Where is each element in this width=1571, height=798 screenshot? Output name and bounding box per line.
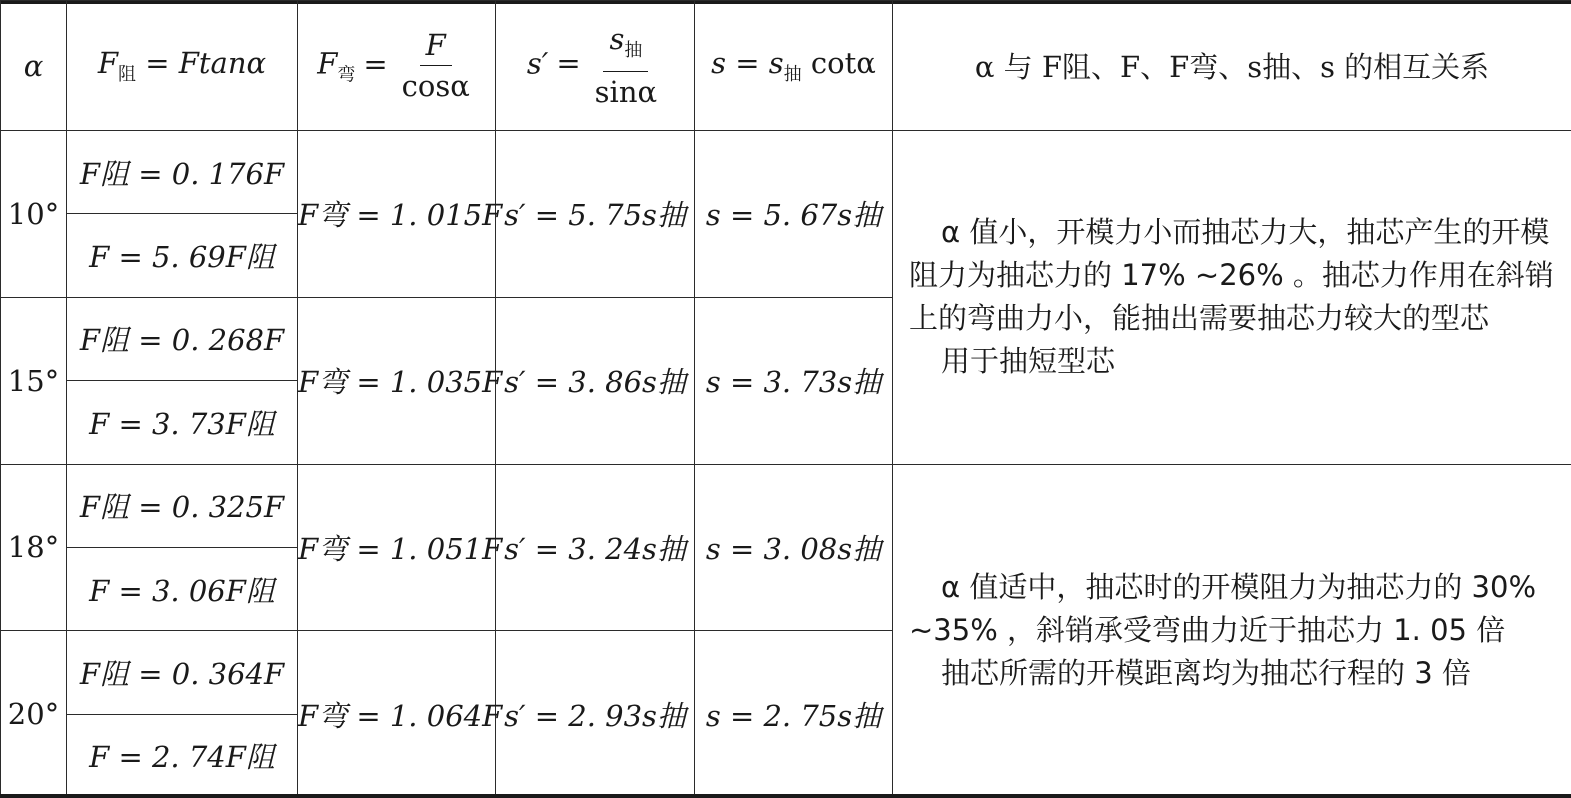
header-alpha: α: [1, 1, 67, 131]
force-cell: F = 2. 74F阻: [67, 714, 298, 797]
description-cell-small-angle: α 值小，开模力小而抽芯力大，抽芯产生的开模阻力为抽芯力的 17% ~26% 。抽芯力作用在斜销上的弯曲力小，能抽出需要抽芯力较大的型芯 用于抽短型芯: [893, 131, 1571, 465]
s-prime-cell: s′ = 2. 93s抽: [496, 631, 695, 798]
s-prime-cell: s′ = 3. 86s抽: [496, 297, 695, 464]
header-s-prime: s′ = $\frac{s_抽}{\sin\alpha}$: [496, 1, 695, 131]
header-row: [1, 1, 1571, 131]
resist-force-cell: F阻 = 0. 325F: [67, 464, 298, 547]
bend-force-fraction: $\frac{F}{\cos\alpha}$: [401, 28, 470, 103]
bottom-rule: [0, 794, 1571, 798]
bend-force-cell: F弯 = 1. 064F: [298, 631, 496, 798]
header-bend-force: $F_弯$ = $\frac{F}{\cos\alpha}$: [298, 1, 496, 131]
s-cell: s = 2. 75s抽: [695, 631, 893, 798]
bend-force-cell: F弯 = 1. 015F: [298, 131, 496, 298]
angle-cell: 10°: [1, 131, 67, 298]
bend-force-cell: F弯 = 1. 051F: [298, 464, 496, 631]
description-cell-medium-angle: α 值适中，抽芯时的开模阻力为抽芯力的 30% ~35% ，斜销承受弯曲力近于抽芯力 1. 05 倍 抽芯所需的开模距离均为抽芯行程的 3 倍: [893, 464, 1571, 798]
s-prime-fraction: $\frac{s_抽}{\sin\alpha}$: [594, 22, 658, 109]
resist-force-cell: F阻 = 0. 176F: [67, 131, 298, 214]
s-prime-cell: s′ = 5. 75s抽: [496, 131, 695, 298]
force-cell: F = 3. 73F阻: [67, 381, 298, 464]
s-cell: s = 3. 08s抽: [695, 464, 893, 631]
force-cell: F = 5. 69F阻: [67, 214, 298, 297]
angle-cell: 18°: [1, 464, 67, 631]
angle-cell: 20°: [1, 631, 67, 798]
s-prime-cell: s′ = 3. 24s抽: [496, 464, 695, 631]
header-s: $s = s_抽$ cotα: [695, 1, 893, 131]
table-row: [1, 131, 1571, 214]
resist-force-cell: F阻 = 0. 364F: [67, 631, 298, 714]
force-cell: F = 3. 06F阻: [67, 547, 298, 630]
resist-force-cell: F阻 = 0. 268F: [67, 297, 298, 380]
header-relationship: α 与 F阻、F、F弯、s抽、s 的相互关系: [893, 1, 1571, 131]
s-cell: s = 5. 67s抽: [695, 131, 893, 298]
bend-force-cell: F弯 = 1. 035F: [298, 297, 496, 464]
header-resist-force: $F_阻 = Ftan\alpha$: [67, 1, 298, 131]
s-cell: s = 3. 73s抽: [695, 297, 893, 464]
angle-cell: 15°: [1, 297, 67, 464]
table-row: [1, 464, 1571, 547]
